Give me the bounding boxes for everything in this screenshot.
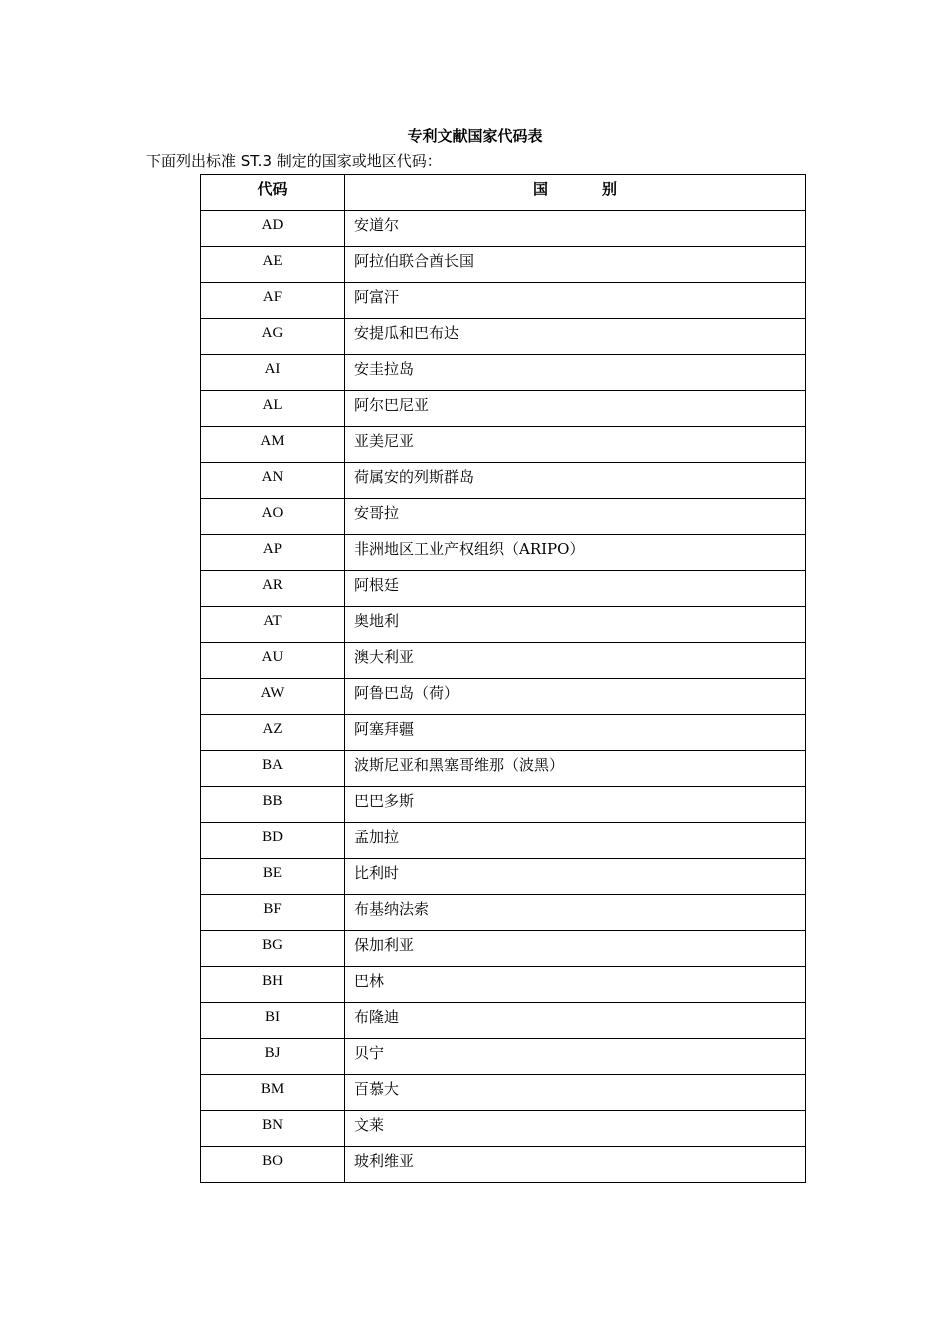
table-row <box>201 931 806 967</box>
country-name-cell: 阿尔巴尼亚 <box>345 391 806 427</box>
country-code-cell: BM <box>201 1075 345 1111</box>
table-row <box>201 391 806 427</box>
country-code-cell: AU <box>201 643 345 679</box>
table-row <box>201 319 806 355</box>
country-name-cell: 巴林 <box>345 967 806 1003</box>
country-name-cell: 澳大利亚 <box>345 643 806 679</box>
country-name-cell: 波斯尼亚和黑塞哥维那（波黑） <box>345 751 806 787</box>
intro-prefix: 下面列出标准 <box>146 152 241 170</box>
country-name-cell: 非洲地区工业产权组织（ARIPO） <box>345 535 806 571</box>
country-code-cell: AM <box>201 427 345 463</box>
country-code-cell: AR <box>201 571 345 607</box>
country-code-cell: AT <box>201 607 345 643</box>
intro-text <box>146 151 442 171</box>
table-row <box>201 1003 806 1039</box>
country-code-cell: AE <box>201 247 345 283</box>
country-name-cell: 亚美尼亚 <box>345 427 806 463</box>
table-row <box>201 1111 806 1147</box>
country-code-cell: BA <box>201 751 345 787</box>
table-row <box>201 859 806 895</box>
country-name-cell: 布基纳法索 <box>345 895 806 931</box>
table-row <box>201 247 806 283</box>
country-name-cell: 荷属安的列斯群岛 <box>345 463 806 499</box>
table-body <box>201 211 806 1183</box>
country-name-cell: 安哥拉 <box>345 499 806 535</box>
country-code-cell: BJ <box>201 1039 345 1075</box>
table-row <box>201 283 806 319</box>
country-code-cell: AO <box>201 499 345 535</box>
document-title: 专利文献国家代码表 <box>407 127 543 145</box>
table-header-row <box>201 175 806 211</box>
country-code-cell: BN <box>201 1111 345 1147</box>
country-code-cell: BI <box>201 1003 345 1039</box>
country-name-cell: 安提瓜和巴布达 <box>345 319 806 355</box>
table-row <box>201 787 806 823</box>
country-code-cell: BF <box>201 895 345 931</box>
country-code-cell: AW <box>201 679 345 715</box>
table-row <box>201 355 806 391</box>
table-row <box>201 715 806 751</box>
country-name-cell: 阿富汗 <box>345 283 806 319</box>
country-name-cell: 孟加拉 <box>345 823 806 859</box>
table-row <box>201 211 806 247</box>
country-code-cell: AN <box>201 463 345 499</box>
country-code-cell: AP <box>201 535 345 571</box>
table-row <box>201 1075 806 1111</box>
country-name-cell: 阿拉伯联合酋长国 <box>345 247 806 283</box>
country-name-cell: 阿鲁巴岛（荷） <box>345 679 806 715</box>
country-name-cell: 百慕大 <box>345 1075 806 1111</box>
country-code-cell: AG <box>201 319 345 355</box>
table-row <box>201 823 806 859</box>
country-name-cell: 布隆迪 <box>345 1003 806 1039</box>
country-code-cell: BB <box>201 787 345 823</box>
country-name-cell: 巴巴多斯 <box>345 787 806 823</box>
table-row <box>201 571 806 607</box>
header-country <box>345 175 806 211</box>
country-code-cell: BG <box>201 931 345 967</box>
country-code-table <box>200 174 806 1183</box>
table-row <box>201 751 806 787</box>
country-code-cell: BD <box>201 823 345 859</box>
header-country-part2: 别 <box>602 180 618 198</box>
country-name-cell: 安圭拉岛 <box>345 355 806 391</box>
table-row <box>201 967 806 1003</box>
table-row <box>201 679 806 715</box>
table-row <box>201 607 806 643</box>
country-name-cell: 玻利维亚 <box>345 1147 806 1183</box>
country-code-cell: BH <box>201 967 345 1003</box>
table-row <box>201 1039 806 1075</box>
header-code: 代码 <box>201 175 345 211</box>
intro-standard: ST.3 <box>240 152 272 170</box>
intro-suffix: 制定的国家或地区代码： <box>272 152 442 170</box>
country-name-cell: 阿塞拜疆 <box>345 715 806 751</box>
country-name-cell: 安道尔 <box>345 211 806 247</box>
table-row <box>201 643 806 679</box>
country-code-cell: AL <box>201 391 345 427</box>
country-name-cell: 保加利亚 <box>345 931 806 967</box>
country-name-cell: 阿根廷 <box>345 571 806 607</box>
table-row <box>201 463 806 499</box>
header-country-part1: 国 <box>532 180 548 198</box>
country-name-cell: 比利时 <box>345 859 806 895</box>
table-row <box>201 535 806 571</box>
country-name-cell: 文莱 <box>345 1111 806 1147</box>
country-code-cell: BE <box>201 859 345 895</box>
table-row <box>201 1147 806 1183</box>
table-row <box>201 895 806 931</box>
country-code-cell: AD <box>201 211 345 247</box>
country-code-cell: AI <box>201 355 345 391</box>
country-name-cell: 奥地利 <box>345 607 806 643</box>
country-name-cell: 贝宁 <box>345 1039 806 1075</box>
table-row <box>201 499 806 535</box>
country-code-cell: AZ <box>201 715 345 751</box>
table-row <box>201 427 806 463</box>
country-code-cell: AF <box>201 283 345 319</box>
country-code-cell: BO <box>201 1147 345 1183</box>
